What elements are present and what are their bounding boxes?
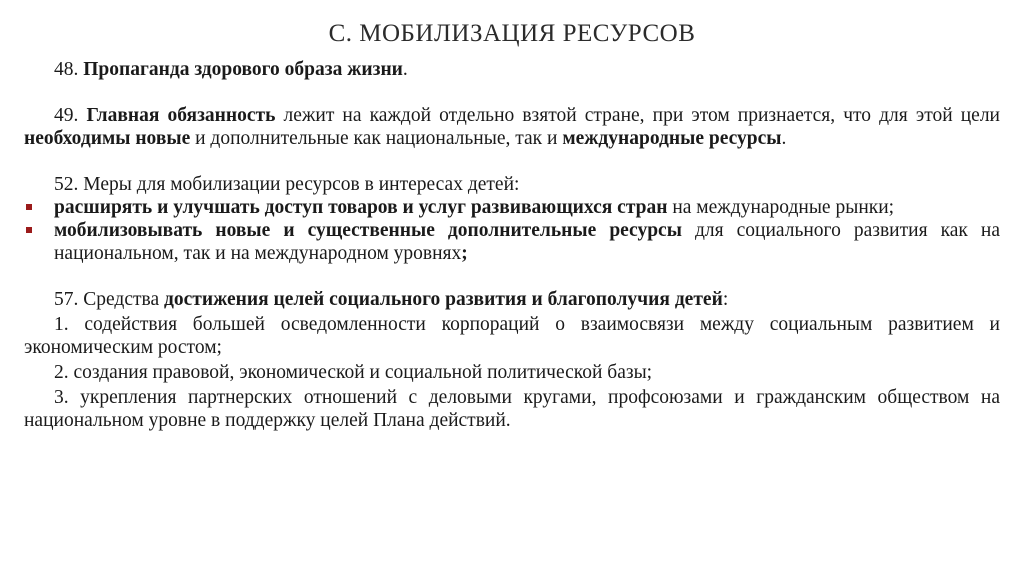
paragraph-49-bold-1: Главная обязанность <box>86 105 276 126</box>
paragraph-48-end: . <box>402 59 408 80</box>
paragraph-49-text-1: лежит на каждой отдельно взятой стране, при этом признается, что для этой цели <box>283 105 1000 126</box>
paragraph-52-intro: 52. Меры для мобилизации ресурсов в интересах детей: <box>54 174 520 195</box>
list-item: 3. укрепления партнерских отношений с деловыми кругами, профсоюзами и гражданским обществом на национальном уровне в поддержку целей Плана действий. <box>24 387 1000 431</box>
paragraph-49-text-2: и дополнительные как национальные, так и <box>195 128 558 149</box>
bullet-item-1 <box>24 196 1000 219</box>
slide-content <box>24 58 1000 432</box>
paragraph-57-end: : <box>722 289 729 310</box>
paragraph-49-bold-2: необходимы новые <box>24 128 191 149</box>
list-item: 1. содействия большей осведомленности корпораций о взаимосвязи между социальным развитием и экономическим ростом; <box>24 314 1000 358</box>
bullet-item-2 <box>24 219 1000 265</box>
paragraph-48-number: 48. <box>54 59 79 80</box>
bullet-2-text: для социального развития как на национальном, так и на международном уровнях <box>54 220 1001 264</box>
slide-title: С. МОБИЛИЗАЦИЯ РЕСУРСОВ <box>328 20 696 47</box>
paragraph-49 <box>24 104 1000 150</box>
paragraph-57-intro <box>24 288 1000 311</box>
bullet-2-bold: мобилизовывать новые и существенные дополнительные ресурсы <box>54 220 682 241</box>
paragraph-57-number: 57. Средства <box>54 289 160 310</box>
bullet-1-text: на международные рынки; <box>672 197 895 218</box>
bullet-square-icon <box>26 227 32 233</box>
paragraph-49-number: 49. <box>54 105 79 126</box>
paragraph-49-end: . <box>781 128 787 149</box>
paragraph-48 <box>24 58 1000 81</box>
paragraph-49-bold-3: международные ресурсы <box>562 128 782 149</box>
paragraph-48-bold: Пропаганда здорового образа жизни <box>83 59 403 80</box>
bullet-2-end: ; <box>461 243 468 264</box>
list-item: 2. создания правовой, экономической и социальной политической базы; <box>54 362 653 383</box>
bullet-1-bold: расширять и улучшать доступ товаров и услуг развивающихся стран <box>54 197 668 218</box>
bullet-square-icon <box>26 204 32 210</box>
paragraph-57-bold: достижения целей социального развития и благополучия детей <box>163 289 723 310</box>
